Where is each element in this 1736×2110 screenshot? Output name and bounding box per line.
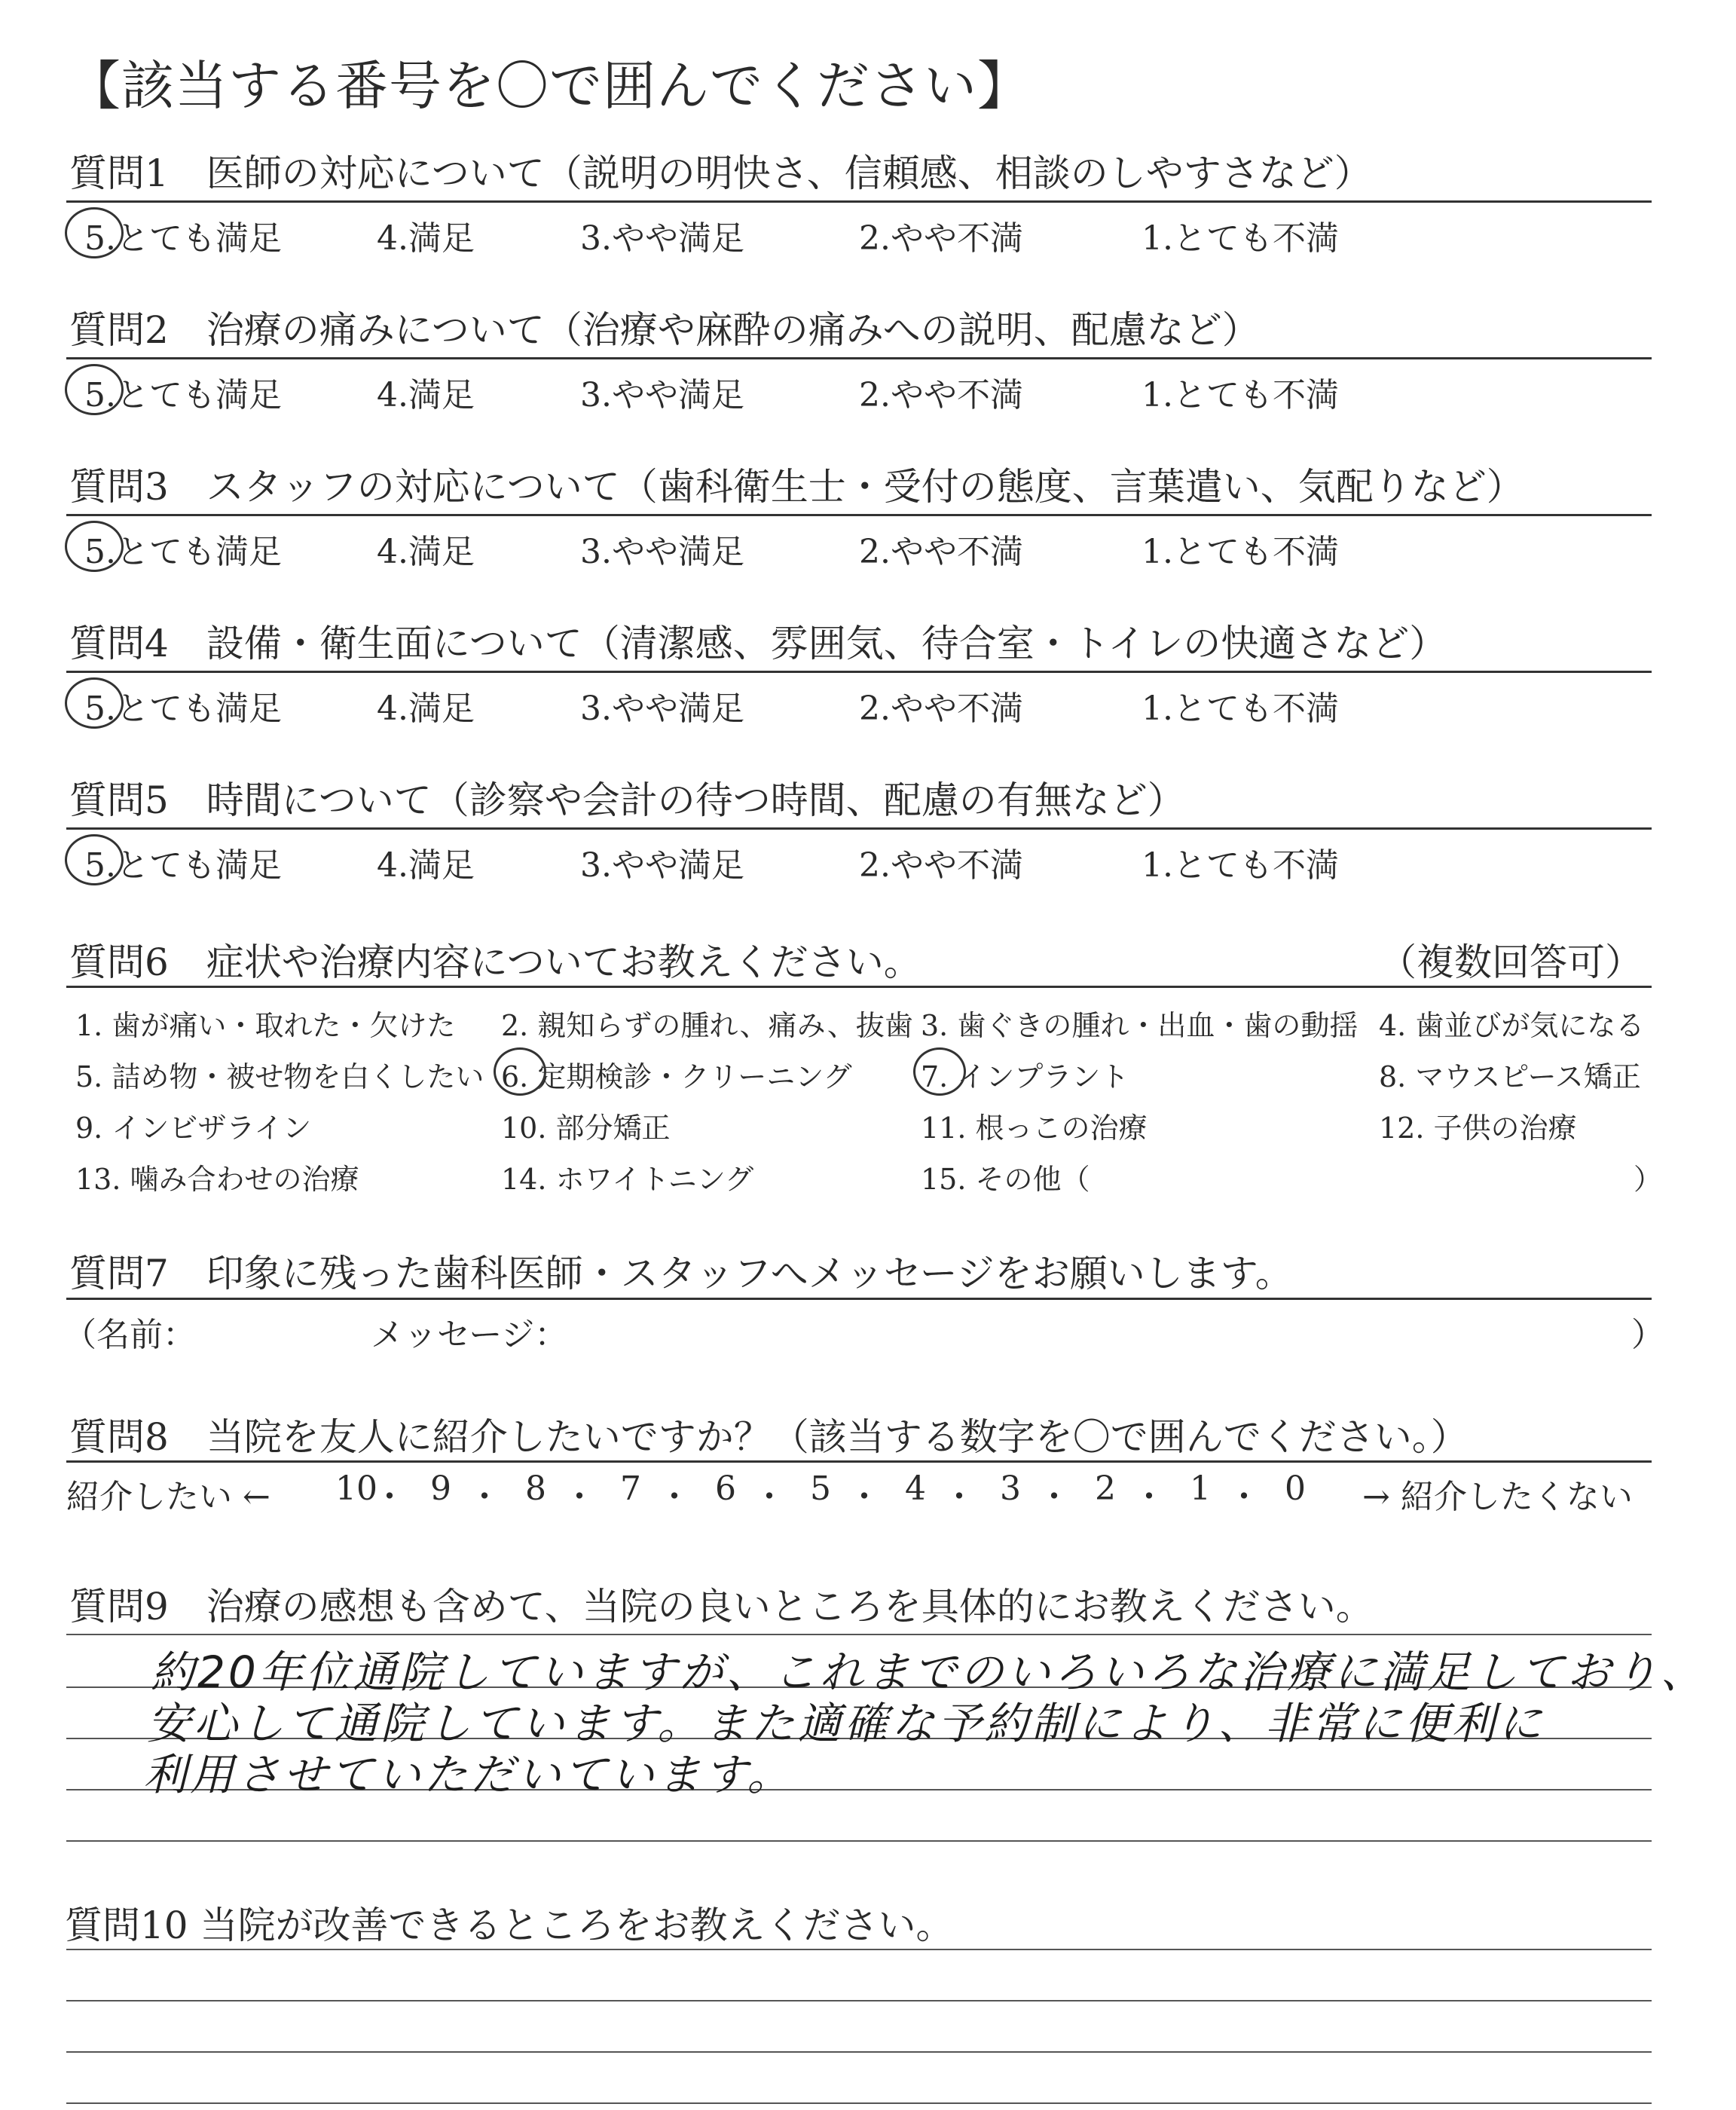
q4-option-1[interactable]: 1.とても不満 (1142, 690, 1339, 728)
q1-option-4[interactable]: 4.満足 (377, 219, 475, 258)
q8-scale-value-0[interactable]: 0 (1285, 1469, 1306, 1508)
q2-option-2[interactable]: 2.やや不満 (859, 376, 1023, 414)
q8-scale-value-5[interactable]: 5 (810, 1469, 831, 1508)
q10-title: 質問10 当院が改善できるところをお教えください。 (65, 1904, 954, 1947)
q6-option-5[interactable]: 5. 詰め物・被せ物を白くしたい (75, 1060, 484, 1093)
q6-option-7[interactable]: 7. インプラント (921, 1060, 1129, 1093)
q6-option-3[interactable]: 3. 歯ぐきの腫れ・出血・歯の動揺 (921, 1009, 1359, 1042)
q2-title: 質問2 治療の痛みについて（治療や麻酔の痛みへの説明、配慮など） (69, 308, 1260, 352)
q9-title: 質問9 治療の感想も含めて、当院の良いところを具体的にお教えください。 (69, 1585, 1374, 1628)
q8-scale-value-6[interactable]: 6 (715, 1469, 736, 1508)
q9-line-1 (66, 1634, 1652, 1635)
q5-option-1[interactable]: 1.とても不満 (1142, 846, 1339, 885)
q8-scale-separator: ・ (468, 1478, 501, 1516)
q10-line-2 (66, 2000, 1652, 2001)
q3-option-5[interactable]: 5.とても満足 (84, 533, 282, 571)
form-heading: 【該当する番号を〇で囲んでください】 (68, 55, 1031, 117)
q5-option-2[interactable]: 2.やや不満 (859, 846, 1023, 885)
q4-option-4[interactable]: 4.満足 (377, 690, 475, 728)
q8-scale-separator: ・ (563, 1478, 596, 1516)
q8-title: 質問8 当院を友人に紹介したいですか？（該当する数字を〇で囲んでください。） (69, 1415, 1469, 1459)
q6-option-9[interactable]: 9. インビザライン (75, 1112, 312, 1145)
q6-option-14[interactable]: 14. ホワイトニング (501, 1163, 754, 1196)
q2-option-3[interactable]: 3.やや満足 (580, 376, 744, 414)
q2-option-4[interactable]: 4.満足 (377, 376, 475, 414)
q6-option-1[interactable]: 1. 歯が痛い・取れた・欠けた (75, 1009, 456, 1042)
selected-circle-mark (494, 1047, 546, 1096)
q8-scale-separator: ・ (753, 1478, 786, 1516)
q6-option-13[interactable]: 13. 噛み合わせの治療 (75, 1163, 359, 1196)
selected-circle-mark (913, 1047, 966, 1096)
q7-close-paren: ） (1631, 1316, 1664, 1354)
q6-rule (66, 986, 1652, 988)
q4-title: 質問4 設備・衛生面について（清潔感、雰囲気、待合室・トイレの快適さなど） (69, 622, 1447, 665)
q8-scale-value-3[interactable]: 3 (1000, 1469, 1021, 1508)
q3-rule (66, 514, 1652, 516)
q2-option-5[interactable]: 5.とても満足 (84, 376, 282, 414)
q7-title: 質問7 印象に残った歯科医師・スタッフへメッセージをお願いします。 (69, 1252, 1293, 1295)
q8-scale-separator: ・ (373, 1478, 406, 1516)
q4-option-5[interactable]: 5.とても満足 (84, 690, 282, 728)
q5-option-5[interactable]: 5.とても満足 (84, 846, 282, 885)
q10-line-1 (66, 1949, 1652, 1950)
selected-circle-mark (65, 207, 124, 258)
q8-rule (66, 1460, 1652, 1463)
q6-option-15[interactable]: 15. その他（ (921, 1163, 1090, 1196)
q10-line-4 (66, 2102, 1652, 2104)
q8-scale-value-8[interactable]: 8 (525, 1469, 546, 1508)
q8-scale-value-9[interactable]: 9 (430, 1469, 451, 1508)
q5-rule (66, 827, 1652, 830)
q6-option-10[interactable]: 10. 部分矯正 (501, 1112, 671, 1145)
q8-scale-separator: ・ (848, 1478, 881, 1516)
q8-scale-separator: ・ (1038, 1478, 1071, 1516)
q9-answer-line-1: 約20年位通院していますが、これまでのいろいろな治療に満足しており、 (151, 1647, 1707, 1698)
q5-title: 質問5 時間について（診察や会計の待つ時間、配慮の有無など） (69, 778, 1185, 822)
q8-right-label: → 紹介したくない (1362, 1478, 1633, 1516)
q3-option-4[interactable]: 4.満足 (377, 533, 475, 571)
q1-option-2[interactable]: 2.やや不満 (859, 219, 1023, 258)
q7-rule (66, 1298, 1652, 1300)
q9-answer-line-3: 利用させていただいています。 (143, 1749, 794, 1800)
q9-line-5 (66, 1840, 1652, 1842)
q7-name-label: （名前： (63, 1316, 196, 1354)
q6-option-12[interactable]: 12. 子供の治療 (1379, 1112, 1577, 1145)
q8-scale-value-4[interactable]: 4 (905, 1469, 926, 1508)
q8-scale-separator: ・ (943, 1478, 976, 1516)
q9-answer-line-2: 安心して通院しています。また適確な予約制により、非常に便利に (147, 1698, 1545, 1749)
q6-option-6[interactable]: 6. 定期検診・クリーニング (501, 1060, 852, 1093)
selected-circle-mark (65, 521, 124, 572)
q8-scale-separator: ・ (1227, 1478, 1261, 1516)
q8-left-label: 紹介したい ← (66, 1478, 270, 1516)
q2-option-1[interactable]: 1.とても不満 (1142, 376, 1339, 414)
q4-option-2[interactable]: 2.やや不満 (859, 690, 1023, 728)
q1-option-3[interactable]: 3.やや満足 (580, 219, 744, 258)
q5-option-3[interactable]: 3.やや満足 (580, 846, 744, 885)
selected-circle-mark (65, 834, 124, 885)
q8-scale-separator: ・ (1132, 1478, 1166, 1516)
q6-other-close-paren: ） (1634, 1163, 1663, 1196)
q1-rule (66, 200, 1652, 203)
q2-rule (66, 357, 1652, 359)
q8-scale-value-10[interactable]: 10 (335, 1469, 377, 1508)
q1-option-5[interactable]: 5.とても満足 (84, 219, 282, 258)
q10-line-3 (66, 2051, 1652, 2053)
selected-circle-mark (65, 364, 124, 415)
q8-scale-separator: ・ (658, 1478, 691, 1516)
selected-circle-mark (65, 677, 124, 729)
q8-scale-value-7[interactable]: 7 (620, 1469, 641, 1508)
q4-option-3[interactable]: 3.やや満足 (580, 690, 744, 728)
q4-rule (66, 671, 1652, 673)
q5-option-4[interactable]: 4.満足 (377, 846, 475, 885)
q3-option-1[interactable]: 1.とても不満 (1142, 533, 1339, 571)
q6-option-8[interactable]: 8. マウスピース矯正 (1379, 1060, 1641, 1093)
q3-option-2[interactable]: 2.やや不満 (859, 533, 1023, 571)
q6-option-2[interactable]: 2. 親知らずの腫れ、痛み、抜歯 (501, 1009, 913, 1042)
q6-title: 質問6 症状や治療内容についてお教えください。 (69, 940, 921, 984)
q3-title: 質問3 スタッフの対応について（歯科衛生士・受付の態度、言葉遣い、気配りなど） (69, 465, 1524, 509)
q7-message-label: メッセージ： (371, 1316, 568, 1354)
q1-option-1[interactable]: 1.とても不満 (1142, 219, 1339, 258)
q6-note: （複数回答可） (1379, 940, 1643, 984)
q8-scale-value-2[interactable]: 2 (1095, 1469, 1116, 1508)
q6-option-11[interactable]: 11. 根っこの治療 (921, 1112, 1148, 1145)
q3-option-3[interactable]: 3.やや満足 (580, 533, 744, 571)
q6-option-4[interactable]: 4. 歯並びが気になる (1379, 1009, 1645, 1042)
q1-title: 質問1 医師の対応について（説明の明快さ、信頼感、相談のしやすさなど） (69, 151, 1372, 195)
q8-scale-value-1[interactable]: 1 (1190, 1469, 1211, 1508)
